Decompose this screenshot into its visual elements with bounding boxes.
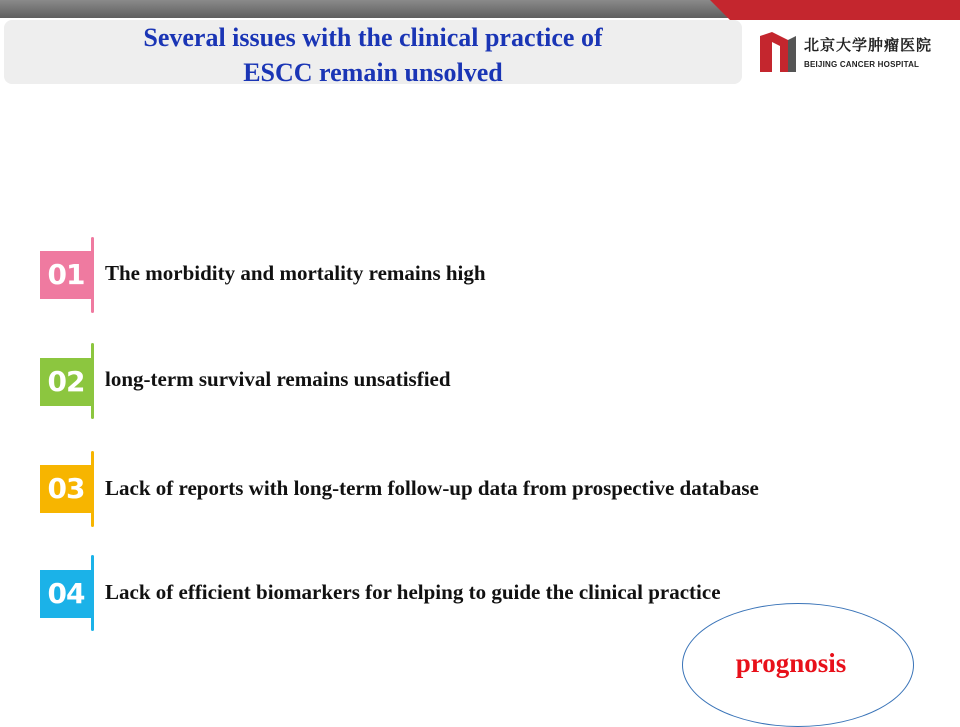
slide-title-line-1: Several issues with the clinical practice of (143, 23, 603, 52)
issue-item-2 (40, 343, 940, 419)
issue-text: long-term survival remains unsatisfied (105, 367, 451, 391)
issue-number-badge: 03 (40, 465, 92, 513)
slide-title-line-2: ESCC remain unsolved (243, 58, 503, 87)
issue-divider (91, 555, 94, 631)
prognosis-callout-label: prognosis (735, 648, 847, 678)
issue-item-3 (40, 451, 940, 527)
issue-divider (91, 237, 94, 313)
issue-text: The morbidity and mortality remains high (105, 261, 486, 285)
issue-divider (91, 451, 94, 527)
issue-number-badge: 02 (40, 358, 92, 406)
issue-number-badge: 04 (40, 570, 92, 618)
hospital-name-en: BEIJING CANCER HOSPITAL (804, 60, 920, 69)
issue-number-badge: 01 (40, 251, 92, 299)
issue-item-1 (40, 237, 940, 313)
header-accent-band (730, 0, 960, 20)
issue-text: Lack of efficient biomarkers for helping to guide the clinical practice (105, 580, 721, 604)
issue-divider (91, 343, 94, 419)
slide-title (4, 20, 742, 90)
hospital-logo-icon (758, 26, 798, 74)
issue-text: Lack of reports with long-term follow-up data from prospective database (105, 476, 759, 500)
hospital-logo (758, 26, 948, 80)
hospital-name-cn: 北京大学肿瘤医院 (804, 36, 933, 54)
